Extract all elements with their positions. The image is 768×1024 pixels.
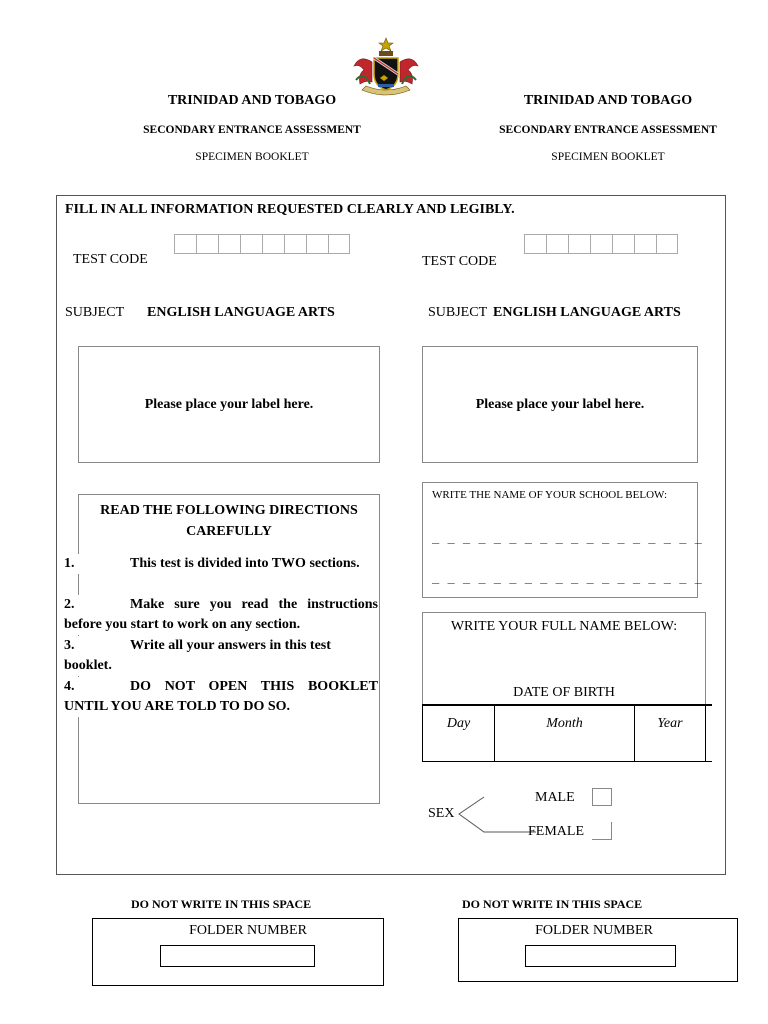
subject-value-right: ENGLISH LANGUAGE ARTS	[493, 305, 681, 320]
sex-bracket-icon	[456, 794, 536, 840]
direction-num: 2.	[64, 597, 75, 612]
male-label: MALE	[535, 790, 575, 805]
direction-text: Write all your answers in this test booklet.	[64, 638, 331, 673]
do-not-write-note-left: DO NOT WRITE IN THIS SPACE	[131, 897, 312, 911]
dob-day-label: Day	[446, 716, 471, 731]
folder-number-label-left: FOLDER NUMBER	[189, 923, 307, 938]
header-subtitle-left: SECONDARY ENTRANCE ASSESSMENT	[143, 124, 361, 136]
folder-number-field-left[interactable]	[160, 945, 315, 967]
direction-num: 1.	[64, 556, 75, 571]
label-placeholder-left: Please place your label here.	[144, 396, 314, 412]
direction-num: 4.	[64, 679, 75, 694]
header-booklet-left: SPECIMEN BOOKLET	[195, 151, 309, 163]
label-area-right	[422, 346, 698, 463]
dob-year-label: Year	[657, 716, 683, 731]
dob-day-cell[interactable]	[422, 706, 494, 762]
header-title-left: TRINIDAD AND TOBAGO	[167, 93, 337, 108]
direction-num: 3.	[64, 638, 75, 653]
direction-item-2	[64, 595, 378, 635]
directions-title-line1: READ THE FOLLOWING DIRECTIONS	[100, 503, 358, 518]
subject-label-left: SUBJECT	[65, 305, 125, 320]
dob-month-cell[interactable]	[494, 706, 634, 762]
female-checkbox[interactable]	[592, 822, 612, 840]
school-name-line-2[interactable]: _ _ _ _ _ _ _ _ _ _ _ _ _ _ _ _ _ _	[432, 570, 703, 584]
folder-number-label-right: FOLDER NUMBER	[535, 923, 653, 938]
subject-label-right: SUBJECT	[428, 305, 488, 320]
directions-title	[78, 500, 380, 542]
dob-month-label: Month	[546, 716, 583, 731]
male-checkbox[interactable]	[592, 788, 612, 806]
header-title-right: TRINIDAD AND TOBAGO	[523, 93, 693, 108]
direction-item-1	[64, 554, 378, 574]
direction-item-4	[64, 677, 378, 717]
header-booklet-right: SPECIMEN BOOKLET	[551, 151, 665, 163]
coat-of-arms-icon	[348, 36, 424, 98]
label-placeholder-right: Please place your label here.	[475, 396, 645, 412]
test-code-label-right: TEST CODE	[422, 254, 497, 269]
label-area-left	[78, 346, 380, 463]
direction-item-3	[64, 636, 378, 676]
test-code-boxes-left[interactable]	[174, 234, 350, 254]
female-label: FEMALE	[528, 824, 584, 839]
school-name-label: WRITE THE NAME OF YOUR SCHOOL BELOW:	[432, 489, 668, 501]
direction-text: DO NOT OPEN THIS BOOKLET UNTIL YOU ARE TOLD TO DO SO.	[64, 679, 378, 714]
dob-year-cell[interactable]	[634, 706, 706, 762]
fill-instruction: FILL IN ALL INFORMATION REQUESTED CLEARLY AND LEGIBLY.	[65, 202, 515, 217]
sex-label: SEX	[428, 806, 455, 821]
direction-text: This test is divided into TWO sections.	[130, 556, 360, 571]
date-of-birth-label: DATE OF BIRTH	[513, 685, 615, 700]
subject-value-left: ENGLISH LANGUAGE ARTS	[147, 305, 335, 320]
date-of-birth-table	[422, 704, 712, 762]
full-name-label: WRITE YOUR FULL NAME BELOW:	[450, 619, 678, 634]
directions-title-line2: CAREFULLY	[186, 524, 272, 539]
folder-number-field-right[interactable]	[525, 945, 676, 967]
header-subtitle-right: SECONDARY ENTRANCE ASSESSMENT	[499, 124, 717, 136]
do-not-write-note-right: DO NOT WRITE IN THIS SPACE	[462, 897, 643, 911]
school-name-line-1[interactable]: _ _ _ _ _ _ _ _ _ _ _ _ _ _ _ _ _ _	[432, 530, 703, 544]
test-code-boxes-right[interactable]	[524, 234, 678, 254]
direction-text: Make sure you read the instructions before you start to work on any section.	[64, 597, 378, 632]
test-code-label-left: TEST CODE	[73, 252, 148, 267]
